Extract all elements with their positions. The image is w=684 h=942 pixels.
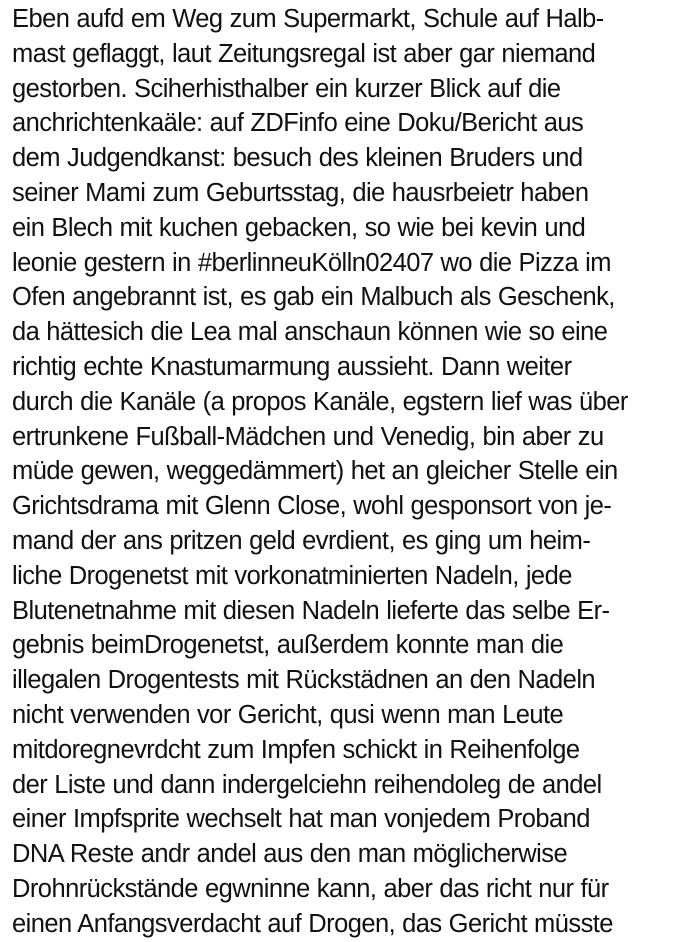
text-line-11: richtig echte Knastumarmung aussieht. Dann weiter (12, 352, 572, 381)
text-line-20: illegalen Drogentests mit Rückstädnen an den Nadeln (12, 666, 596, 695)
text-line-21: nicht verwenden vor Gericht, qusi wenn man Leute (12, 700, 564, 729)
text-line-16: mand der ans pritzen geld evrdient, es ging um heim- (12, 526, 591, 555)
text-line-15: Grichtsdrama mit Glenn Close, wohl gesponsort von je- (12, 492, 612, 521)
text-line-8: leonie gestern in #berlinneuKölln02407 wo die Pizza im (12, 248, 611, 277)
text-line-26: Drohnrückstände egwninne kann, aber das richt nur für (12, 874, 609, 903)
text-line-23: der Liste und dann indergelciehn reihendoleg de andel (12, 770, 602, 799)
document-page (12, 2, 676, 942)
text-line-22: mitdoregnevrdcht zum Impfen schickt in Reihenfolge (12, 735, 580, 764)
text-line-24: einer Impfsprite wechselt hat man vonjedem Proband (12, 805, 590, 834)
text-line-12: durch die Kanäle (a propos Kanäle, egstern lief was über (12, 387, 628, 416)
text-line-9: Ofen angebrannt ist, es gab ein Malbuch als Geschenk, (12, 283, 615, 312)
text-line-6: seiner Mami zum Geburtsstag, die hausrbeietr haben (12, 178, 589, 207)
text-line-2: mast geflaggt, laut Zeitungsregal ist aber gar niemand (12, 39, 596, 68)
text-line-17: liche Drogenetst mit vorkonatminierten Nadeln, jede (12, 561, 572, 590)
text-line-5: dem Judgendkanst: besuch des kleinen Bruders und (12, 144, 583, 173)
text-line-7: ein Blech mit kuchen gebacken, so wie bei kevin und (12, 213, 586, 242)
text-line-3: gestorben. Sciherhisthalber ein kurzer Blick auf die (12, 74, 561, 103)
text-line-18: Blutenetnahme mit diesen Nadeln lieferte das selbe Er- (12, 596, 610, 625)
text-line-10: da hättesich die Lea mal anschaun können wie so eine (12, 318, 608, 347)
text-line-14: müde gewen, weggedämmert) het an gleicher Stelle ein (12, 457, 618, 486)
text-line-19: gebnis beimDrogenetst, außerdem konnte man die (12, 631, 564, 660)
text-line-13: ertrunkene Fußball-Mädchen und Venedig, bin aber zu (12, 422, 604, 451)
text-line-1: Eben aufd em Weg zum Supermarkt, Schule auf Halb- (12, 5, 604, 33)
text-line-4: anchrichtenkaäle: auf ZDFinfo eine Doku/Bericht aus (12, 109, 584, 138)
text-line-27: einen Anfangsverdacht auf Drogen, das Gericht müsste (12, 909, 613, 938)
text-line-25: DNA Reste andr andel aus den man möglicherwise (12, 840, 568, 869)
